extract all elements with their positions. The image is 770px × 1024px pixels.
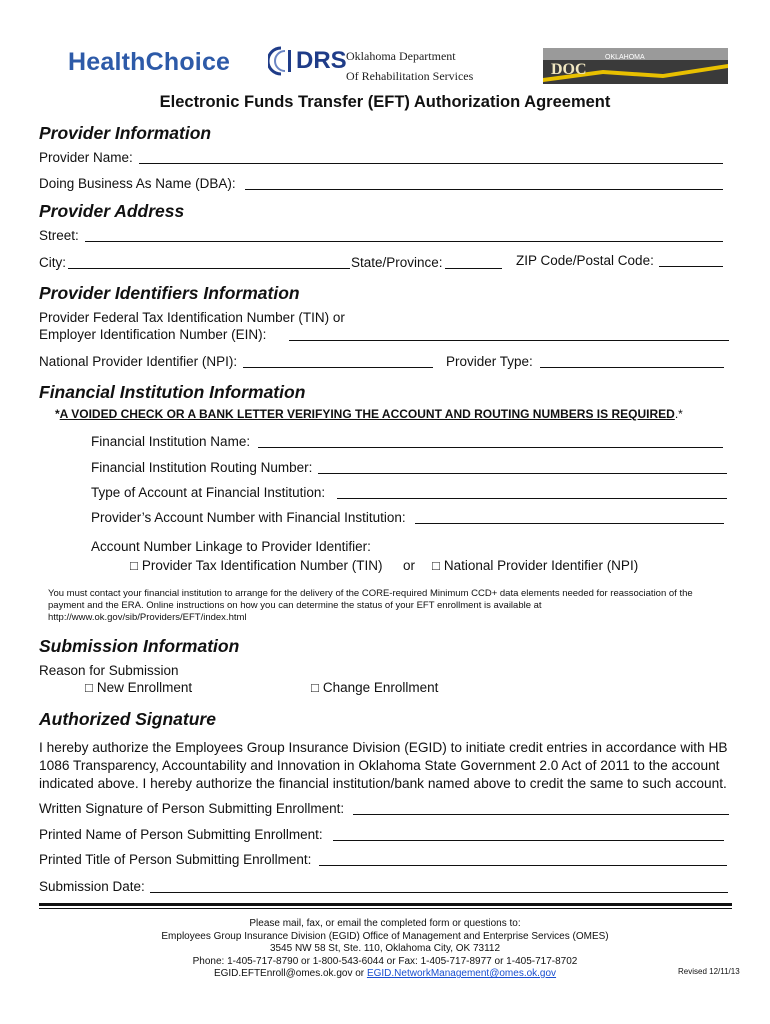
option-new-enrollment[interactable] [85,680,192,695]
checkbox-icon[interactable]: □ [432,558,440,573]
footer-email-network-link[interactable]: EGID.NetworkManagement@omes.ok.gov [366,968,557,979]
footer-line4: Phone: 1-405-717-8790 or 1-800-543-6044 or Fax: 1-405-717-8977 or 1-405-717-8702 [192,955,578,967]
linkage-label: Account Number Linkage to Provider Identifier: [91,539,371,554]
written-signature-field[interactable] [353,814,729,815]
zip-field[interactable] [659,266,723,267]
street-label: Street: [39,228,79,243]
footer-line1: Please mail, fax, or email the completed form or questions to: [249,918,521,929]
fi-name-field[interactable] [258,447,723,448]
linkage-option-npi-label: National Provider Identifier (NPI) [443,558,639,573]
linkage-option-tin[interactable] [130,558,382,573]
written-signature-label: Written Signature of Person Submitting Enrollment: [39,801,345,816]
footer-email-enroll: EGID.EFTEnroll@omes.ok.gov [213,968,353,979]
option-change-enrollment-label: Change Enrollment [322,680,439,695]
tin-label-line2: Employer Identification Number (EIN): [39,327,267,342]
section-heading-authorized-signature: Authorized Signature [39,709,216,729]
checkbox-icon[interactable]: □ [85,680,93,695]
npi-label: National Provider Identifier (NPI): [39,354,238,369]
footer-emails [0,968,770,981]
reason-label: Reason for Submission [39,663,179,678]
revised-date: Revised 12/11/13 [678,967,740,976]
linkage-or-text: or [403,558,416,573]
footer-line2: Employees Group Insurance Division (EGID) Office of Management and Enterprise Services (OMES) [161,930,609,942]
section-heading-financial-institution: Financial Institution Information [39,382,306,402]
linkage-option-npi[interactable] [432,558,638,573]
provider-type-field[interactable] [540,367,724,368]
provider-name-field[interactable] [139,163,723,164]
section-heading-provider-identifiers: Provider Identifiers Information [39,283,300,303]
submission-date-label: Submission Date: [39,879,145,894]
city-field[interactable] [68,268,350,269]
city-label: City: [39,255,66,270]
routing-number-field[interactable] [318,473,727,474]
printed-name-label: Printed Name of Person Submitting Enrollment: [39,827,323,842]
healthchoice-logo: HealthChoice [68,48,231,76]
drs-org-line2: Of Rehabilitation Services [346,69,474,83]
notice-text: A VOIDED CHECK OR A BANK LETTER VERIFYING THE ACCOUNT AND ROUTING NUMBERS IS REQUIRED [59,407,675,421]
drs-arc-icon [268,46,294,76]
npi-field[interactable] [243,367,433,368]
drs-organization-name [346,46,473,86]
doc-logo [543,48,728,84]
dba-field[interactable] [245,189,723,190]
section-heading-provider-information: Provider Information [39,123,212,143]
printed-title-label: Printed Title of Person Submitting Enrollment: [39,852,312,867]
street-field[interactable] [85,241,723,242]
footer-or-text: or [355,968,365,979]
provider-name-label: Provider Name: [39,150,133,165]
tin-field[interactable] [289,340,729,341]
doc-banner-graphic [543,48,728,84]
drs-logo [268,46,347,76]
state-label: State/Province: [351,255,443,270]
voided-check-notice [55,407,683,421]
routing-number-label: Financial Institution Routing Number: [91,460,313,475]
linkage-option-tin-label: Provider Tax Identification Number (TIN) [141,558,383,573]
footer-rule-thick [39,903,732,906]
doc-tagline: OKLAHOMA [605,54,645,61]
footer-line3: 3545 NW 58 St, Ste. 110, Oklahoma City, OK 73112 [269,943,501,954]
dba-label: Doing Business As Name (DBA): [39,176,236,191]
notice-prefix: * [55,407,60,421]
printed-title-field[interactable] [319,865,727,866]
tin-label-line1: Provider Federal Tax Identification Number (TIN) or [39,310,345,325]
section-heading-submission: Submission Information [39,636,240,656]
account-number-field[interactable] [415,523,724,524]
footer-contact [0,918,770,981]
checkbox-icon[interactable]: □ [130,558,138,573]
footer-rule-thin [39,908,732,909]
printed-name-field[interactable] [333,840,724,841]
drs-logo-text: DRS [296,47,347,74]
drs-org-line1: Oklahoma Department [346,49,456,63]
doc-logo-text: DOC [551,61,587,78]
account-type-field[interactable] [337,498,727,499]
page-title: Electronic Funds Transfer (EFT) Authorization Agreement [159,93,611,111]
checkbox-icon[interactable]: □ [311,680,319,695]
fi-name-label: Financial Institution Name: [91,434,251,449]
notice-suffix: .* [674,407,683,421]
authorization-paragraph: I hereby authorize the Employees Group Insurance Division (EGID) to initiate credit entries in accordance with HB 1086 Transparency, Accountability and Innovation in Oklahoma State Government 2.0 Act of 2011 to the account indicated above. I hereby authorize the financial institution/bank named above to credit the same to such account. [39,740,728,791]
account-number-label: Provider’s Account Number with Financial Institution: [91,510,406,525]
option-change-enrollment[interactable] [311,680,438,695]
option-new-enrollment-label: New Enrollment [96,680,193,695]
state-field[interactable] [445,268,502,269]
zip-label: ZIP Code/Postal Code: [516,253,654,268]
section-heading-provider-address: Provider Address [39,201,185,221]
submission-date-field[interactable] [150,892,728,893]
account-type-label: Type of Account at Financial Institution: [91,485,326,500]
provider-type-label: Provider Type: [446,354,533,369]
eft-instructions-note: You must contact your financial institution to arrange for the delivery of the CORE-required Minimum CCD+ data elements needed for reassociation of the payment and the ERA. Online instructions on how you can determine the status of your EFT enrollment is available at http://www.ok.gov/sib/Providers/EFT/index.html [48,588,693,623]
